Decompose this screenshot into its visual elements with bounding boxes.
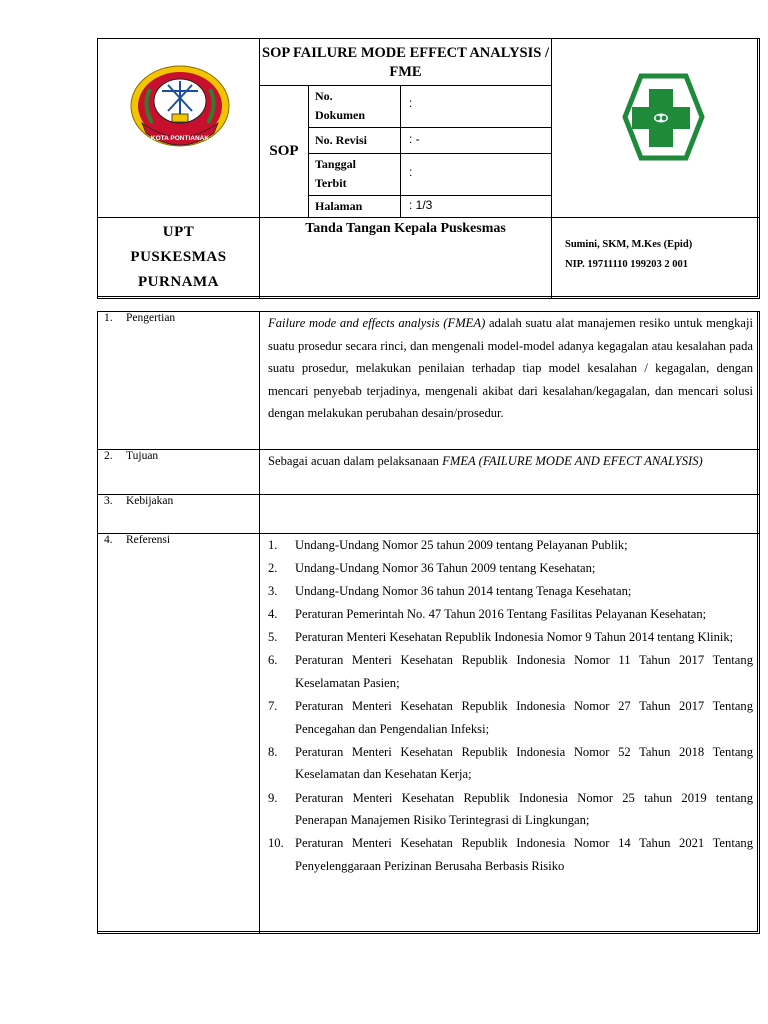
- reference-text: Peraturan Menteri Kesehatan Republik Indonesia Nomor 9 Tahun 2014 tentang Klinik;: [295, 630, 734, 645]
- section-title: Referensi: [126, 534, 171, 546]
- unit-line: PURNAMA: [138, 274, 219, 290]
- field-value-no-revisi: : -: [400, 127, 552, 154]
- reference-item: [268, 626, 753, 649]
- sop-content-table: [97, 311, 758, 932]
- reference-number: 9.: [268, 790, 278, 805]
- sop-header-table: [97, 38, 758, 297]
- tujuan-fmea-term: FMEA (FAILURE MODE AND EFECT ANALYSIS): [442, 454, 703, 468]
- reference-text: Peraturan Menteri Kesehatan Republik Indonesia Nomor 52 Tahun 2018 Tentang Keselamatan dan Kesehatan Kerja;: [295, 744, 753, 782]
- section-title: Kebijakan: [126, 495, 174, 507]
- unit-line: PUSKESMAS: [130, 249, 227, 265]
- reference-item: [268, 695, 753, 740]
- section-number: 3.: [104, 495, 113, 507]
- emblem-ribbon-text: KOTA PONTIANAK: [150, 135, 210, 142]
- section-content-pengertian: [259, 311, 760, 450]
- field-label-line: Halaman: [315, 199, 363, 213]
- section-title: Pengertian: [126, 312, 176, 324]
- section-label-referensi: [97, 533, 260, 934]
- sop-label: SOP: [259, 85, 309, 218]
- reference-number: 3.: [268, 584, 278, 599]
- reference-text: Peraturan Menteri Kesehatan Republik Indonesia Nomor 11 Tahun 2017 Tentang Keselamatan Pasien;: [295, 653, 753, 691]
- section-label-pengertian: [97, 311, 260, 450]
- fmea-term: Failure mode and effects analysis (FMEA): [268, 316, 486, 330]
- field-value-no-dokumen: :: [400, 85, 552, 128]
- signer-name: Sumini, SKM, M.Kes (Epid): [565, 239, 693, 250]
- reference-number: 5.: [268, 630, 278, 645]
- section-label-tujuan: [97, 449, 260, 495]
- signature-label: Tanda Tangan Kepala Puskesmas: [259, 217, 552, 299]
- field-label-line: No. Revisi: [315, 133, 367, 147]
- section-number: 2.: [104, 450, 113, 462]
- reference-list: [268, 534, 753, 877]
- field-label-line: Dokumen: [315, 108, 366, 122]
- unit-name: [97, 217, 260, 299]
- field-value-tanggal-terbit: :: [400, 153, 552, 196]
- reference-number: 6.: [268, 653, 278, 668]
- reference-number: 10.: [268, 836, 284, 851]
- puskesmas-logo-cell: [551, 38, 760, 218]
- section-label-kebijakan: [97, 494, 260, 534]
- reference-item: [268, 649, 753, 694]
- reference-text: Undang-Undang Nomor 25 tahun 2009 tentang Pelayanan Publik;: [295, 538, 628, 552]
- reference-text: Undang-Undang Nomor 36 tahun 2014 tentang Tenaga Kesehatan;: [295, 584, 632, 599]
- reference-item: [268, 832, 753, 877]
- field-label-tanggal-terbit: [308, 153, 401, 196]
- kota-pontianak-emblem-icon: [98, 39, 261, 219]
- field-label-no-dokumen: [308, 85, 401, 128]
- sop-title: SOP FAILURE MODE EFFECT ANALYSIS / FME: [259, 38, 552, 86]
- reference-number: 4.: [268, 607, 278, 622]
- field-value-halaman: : 1/3: [400, 195, 552, 218]
- reference-number: 1.: [268, 538, 278, 552]
- reference-text: Peraturan Menteri Kesehatan Republik Indonesia Nomor 14 Tahun 2021 Tentang Penyelenggaraan Perizinan Berusaha Berbasis Risiko: [295, 836, 753, 873]
- reference-number: 8.: [268, 744, 278, 759]
- reference-item: [268, 557, 753, 580]
- signer-block: [551, 217, 760, 299]
- section-content-tujuan: [259, 449, 760, 495]
- tujuan-text: Sebagai acuan dalam pelaksanaan: [268, 454, 443, 468]
- section-content-kebijakan: [259, 494, 760, 534]
- field-label-line: No.: [315, 89, 333, 103]
- pengertian-text: adalah suatu alat manajemen resiko untuk mengkaji suatu prosedur secara rinci, dan mengenali model-model adanya kegagalan atau kesalahan pada suatu prosedur, melakukan penilaian terhadap tiap model kesalahan / kegagalan, dengan mencari penyebab terjadinya, mengenali akibat dari kesalahan/kegagalan, dan mencari solusi dengan melakukan perubahan desain/prosedur.: [268, 316, 753, 421]
- puskesmas-cross-icon: [552, 39, 761, 219]
- field-label-line: Terbit: [315, 176, 347, 190]
- section-title: Tujuan: [126, 450, 159, 462]
- reference-text: Peraturan Pemerintah No. 47 Tahun 2016 Tentang Fasilitas Pelayanan Kesehatan;: [295, 607, 707, 622]
- reference-text: Peraturan Menteri Kesehatan Republik Indonesia Nomor 25 tahun 2019 tentang Penerapan Manajemen Risiko Terintegrasi di Lingkungan;: [295, 790, 753, 828]
- section-number: 1.: [104, 312, 113, 324]
- reference-text: Undang-Undang Nomor 36 Tahun 2009 tentang Kesehatan;: [295, 561, 596, 576]
- reference-item: [268, 741, 753, 786]
- reference-text: Peraturan Menteri Kesehatan Republik Indonesia Nomor 27 Tahun 2017 Tentang Pencegahan dan Pengendalian Infeksi;: [295, 699, 753, 736]
- reference-item: [268, 534, 753, 557]
- reference-item: [268, 580, 753, 603]
- reference-number: 2.: [268, 561, 278, 576]
- field-label-no-revisi: [308, 127, 401, 154]
- field-label-line: Tanggal: [315, 157, 356, 171]
- section-number: 4.: [104, 534, 113, 546]
- reference-item: [268, 787, 753, 832]
- kota-pontianak-logo-cell: [97, 38, 260, 218]
- section-content-referensi: [259, 533, 760, 934]
- reference-number: 7.: [268, 699, 278, 714]
- reference-item: [268, 603, 753, 626]
- unit-line: UPT: [162, 224, 195, 240]
- signer-nip: NIP. 19711110 199203 2 001: [565, 259, 689, 270]
- field-label-halaman: [308, 195, 401, 218]
